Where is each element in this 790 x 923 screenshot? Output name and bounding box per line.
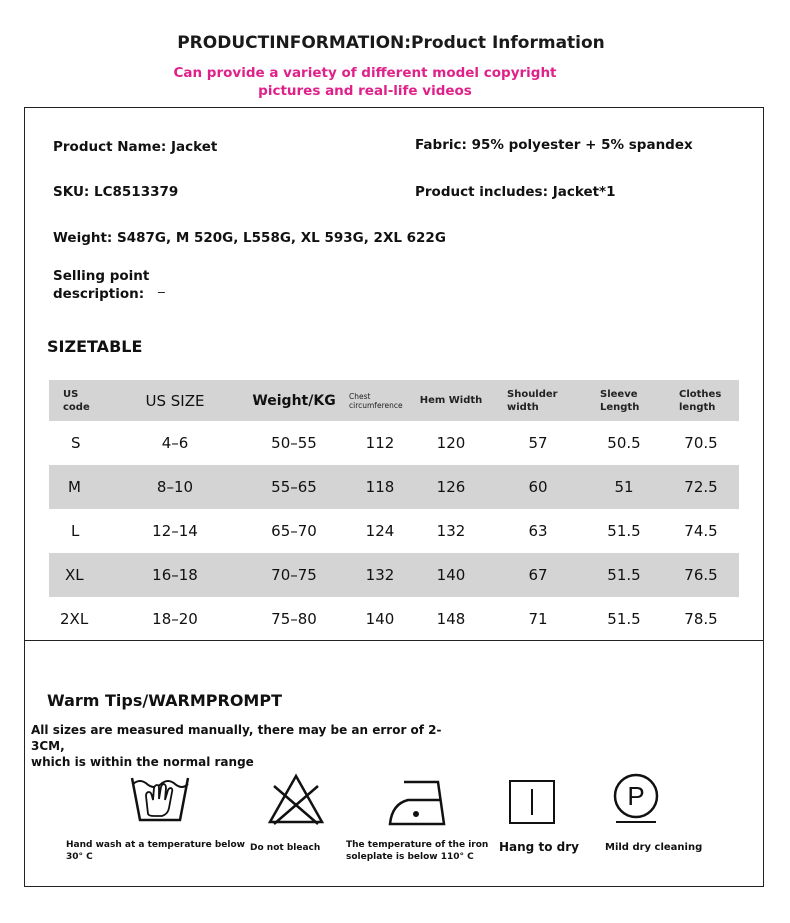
header-chest	[349, 380, 411, 421]
subtitle-line-2: pictures and real-life videos	[258, 83, 472, 99]
table-row	[49, 553, 739, 597]
warm-tips-title: Warm Tips/WARMPROMPT	[47, 691, 282, 710]
cell-clothes: 78.5	[684, 610, 718, 628]
care-label-hand-wash	[66, 839, 245, 863]
header-weight: Weight/KG	[252, 392, 336, 409]
cell-chest: 112	[365, 434, 395, 452]
cell-us-code: S	[71, 434, 81, 452]
cell-weight: 50–55	[271, 434, 317, 452]
cell-clothes: 74.5	[684, 522, 718, 540]
hang-dry-icon	[508, 779, 556, 829]
dry-clean-icon	[612, 772, 660, 830]
care-label-hand-wash-line-1: Hand wash at a temperature below	[66, 840, 245, 850]
product-name: Product Name: Jacket	[53, 139, 218, 155]
selling-point-line-2: description:	[53, 286, 145, 302]
header-shoulder-line-1: Shoulder	[507, 388, 558, 400]
cell-us-size: 8–10	[156, 478, 194, 496]
header-shoulder	[491, 380, 585, 421]
care-label-dry-clean: Mild dry cleaning	[605, 842, 703, 853]
product-sku: SKU: LC8513379	[53, 184, 179, 200]
cell-us-code: M	[68, 478, 81, 496]
header-chest-line-2: circumference	[349, 400, 403, 410]
cell-shoulder: 71	[528, 610, 548, 628]
header-clothes-line-1: Clothes	[679, 388, 722, 400]
cell-hem: 120	[436, 434, 466, 452]
cell-shoulder: 63	[528, 522, 548, 540]
care-label-hang-dry: Hang to dry	[499, 840, 579, 854]
warm-tips-line-2: which is within the normal range	[31, 755, 254, 769]
table-row	[49, 597, 739, 641]
svg-text:P: P	[627, 781, 645, 811]
header-us-size: US SIZE	[145, 391, 205, 410]
cell-hem: 148	[436, 610, 466, 628]
header-clothes-length	[663, 380, 739, 421]
cell-hem: 132	[436, 522, 466, 540]
header-sleeve-line-2: Length	[600, 401, 640, 413]
do-not-bleach-icon	[266, 772, 326, 830]
cell-weight: 55–65	[271, 478, 317, 496]
cell-us-code: L	[71, 522, 80, 540]
product-weight: Weight: S487G, M 520G, L558G, XL 593G, 2XL 622G	[53, 230, 446, 246]
page-subtitle	[130, 64, 600, 100]
cell-sleeve: 51.5	[607, 610, 641, 628]
cell-chest: 118	[365, 478, 395, 496]
cell-chest: 124	[365, 522, 395, 540]
cell-sleeve: 51.5	[607, 522, 641, 540]
cell-shoulder: 67	[528, 566, 548, 584]
table-row	[49, 509, 739, 553]
table-row	[49, 465, 739, 509]
cell-hem: 140	[436, 566, 466, 584]
cell-sleeve: 51	[614, 478, 634, 496]
page-title: PRODUCTINFORMATION:Product Information	[177, 33, 605, 53]
care-label-iron-line-1: The temperature of the iron	[346, 840, 489, 850]
header-hem-width: Hem Width	[419, 395, 483, 406]
size-table	[49, 380, 739, 641]
warm-tips-text	[31, 722, 471, 770]
cell-shoulder: 60	[528, 478, 548, 496]
cell-us-size: 16–18	[152, 566, 198, 584]
hand-wash-icon	[128, 770, 192, 832]
cell-weight: 75–80	[271, 610, 317, 628]
cell-sleeve: 50.5	[607, 434, 641, 452]
cell-clothes: 76.5	[684, 566, 718, 584]
cell-hem: 126	[436, 478, 466, 496]
cell-us-size: 12–14	[152, 522, 198, 540]
subtitle-line-1: Can provide a variety of different model copyright	[173, 65, 557, 81]
care-label-no-bleach: Do not bleach	[250, 843, 321, 853]
header-sleeve	[585, 380, 663, 421]
size-table-title: SIZETABLE	[47, 337, 143, 356]
care-label-iron-line-2: soleplate is below 110° C	[346, 852, 474, 862]
table-row	[49, 421, 739, 465]
cell-sleeve: 51.5	[607, 566, 641, 584]
header-us-code-line-2: code	[63, 401, 90, 413]
cell-us-code: XL	[65, 566, 84, 584]
cell-us-size: 4–6	[161, 434, 189, 452]
selling-point-value: _	[158, 278, 165, 294]
care-label-hand-wash-line-2: 30° C	[66, 852, 93, 862]
cell-us-size: 18–20	[152, 610, 198, 628]
cell-weight: 70–75	[271, 566, 317, 584]
cell-weight: 65–70	[271, 522, 317, 540]
product-fabric: Fabric: 95% polyester + 5% spandex	[415, 137, 693, 153]
cell-chest: 132	[365, 566, 395, 584]
header-us-code	[49, 380, 111, 421]
iron-icon	[386, 778, 448, 832]
header-shoulder-line-2: width	[507, 401, 539, 413]
selling-point-label	[53, 267, 149, 303]
size-table-header-row	[49, 380, 739, 421]
cell-clothes: 70.5	[684, 434, 718, 452]
cell-clothes: 72.5	[684, 478, 718, 496]
selling-point-line-1: Selling point	[53, 268, 150, 284]
warm-tips-line-1: All sizes are measured manually, there may be an error of 2-3CM,	[31, 723, 442, 753]
header-sleeve-line-1: Sleeve	[600, 388, 638, 400]
product-includes: Product includes: Jacket*1	[415, 184, 616, 200]
cell-us-code: 2XL	[60, 610, 89, 628]
care-label-iron	[346, 839, 488, 863]
cell-shoulder: 57	[528, 434, 548, 452]
header-clothes-line-2: length	[679, 401, 716, 413]
header-us-code-line-1: US	[63, 388, 79, 400]
cell-chest: 140	[365, 610, 395, 628]
header-chest-line-1: Chest	[349, 391, 371, 401]
